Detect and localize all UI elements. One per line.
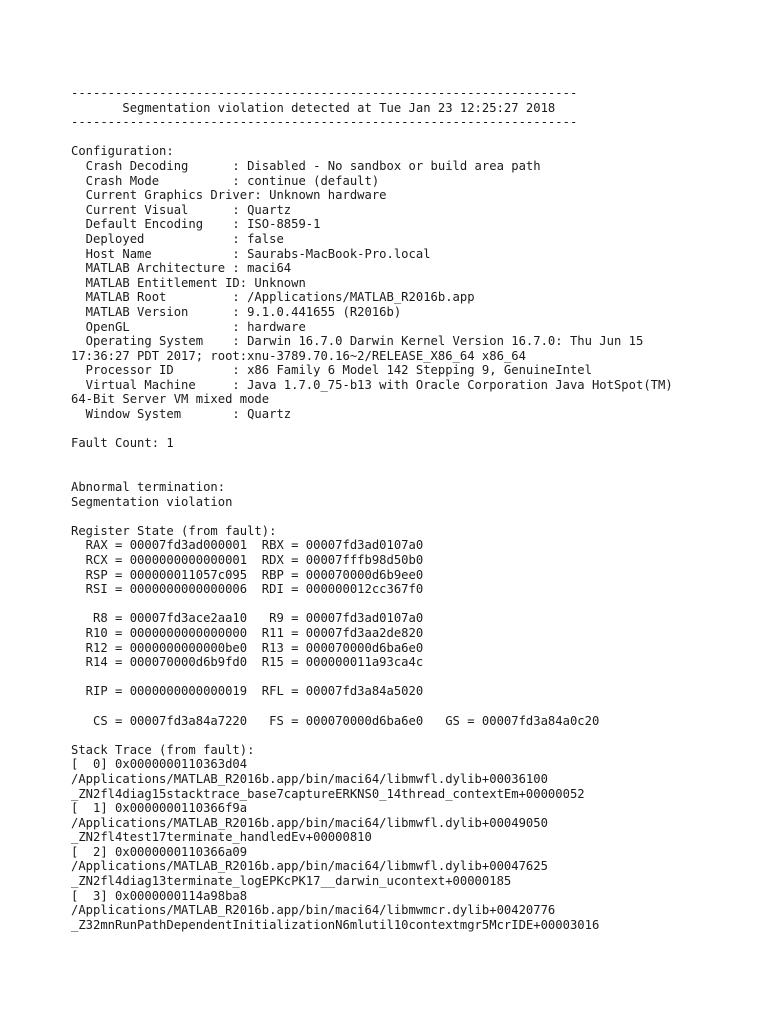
config-deployed: Deployed : false [71,231,284,246]
stack-frame-symbol: _Z32mnRunPathDependentInitializationN6mlutil10contextmgr5McrIDE+00003016 [71,917,600,932]
config-crash-mode: Crash Mode : continue (default) [71,173,380,188]
stack-frame-address: [ 0] 0x0000000110363d04 [71,757,248,772]
stack-trace-heading: Stack Trace (from fault): [71,742,255,757]
config-window-system: Window System : Quartz [71,407,292,422]
stack-frame-library: /Applications/MATLAB_R2016b.app/bin/maci64/libmwmcr.dylib+00420776 [71,903,556,918]
stack-frame-symbol: _ZN2fl4diag15stacktrace_base7captureERKNS0_14thread_contextEm+00000052 [71,786,585,801]
config-opengl: OpenGL : hardware [71,319,306,334]
separator-line: --------------------------------------------------------------------- [71,115,578,130]
register-row: RAX = 00007fd3ad000001 RBX = 00007fd3ad0107a0 [71,538,424,553]
stack-frame-library: /Applications/MATLAB_R2016b.app/bin/maci64/libmwfl.dylib+00049050 [71,815,548,830]
register-row: R10 = 0000000000000000 R11 = 00007fd3aa2de820 [71,625,424,640]
config-matlab-version: MATLAB Version : 9.1.0.441655 (R2016b) [71,304,402,319]
config-matlab-architecture: MATLAB Architecture : maci64 [71,261,292,276]
config-operating-system-cont: 17:36:27 PDT 2017; root:xnu-3789.70.16~2/RELEASE_X86_64 x86_64 [71,348,526,363]
stack-frame-address: [ 1] 0x0000000110366f9a [71,801,248,816]
register-row: R8 = 00007fd3ace2aa10 R9 = 00007fd3ad0107a0 [71,611,424,626]
stack-frame-symbol: _ZN2fl4test17terminate_handledEv+00000810 [71,830,372,845]
config-matlab-root: MATLAB Root : /Applications/MATLAB_R2016b.app [71,290,475,305]
blank-line [71,597,761,612]
config-virtual-machine-cont: 64-Bit Server VM mixed mode [71,392,270,407]
configuration-heading: Configuration: [71,144,174,159]
config-virtual-machine: Virtual Machine : Java 1.7.0_75-b13 with Oracle Corporation Java HotSpot(TM) [71,377,673,392]
blank-line [71,509,761,524]
blank-line [71,465,761,480]
config-default-encoding: Default Encoding : ISO-8859-1 [71,217,321,232]
blank-line [71,451,761,466]
register-row: RCX = 0000000000000001 RDX = 00007fffb98d50b0 [71,553,424,567]
config-matlab-entitlement: MATLAB Entitlement ID: Unknown [71,275,306,290]
abnormal-termination-heading: Abnormal termination: [71,480,226,495]
register-row: R12 = 0000000000000be0 R13 = 000070000d6ba6e0 [71,640,424,655]
stack-frame-address: [ 2] 0x0000000110366a09 [71,844,248,859]
register-state-heading: Register State (from fault): [71,523,277,538]
config-graphics-driver: Current Graphics Driver: Unknown hardware [71,188,387,203]
config-current-visual: Current Visual : Quartz [71,202,292,217]
separator-line: --------------------------------------------------------------------- [71,86,578,100]
register-row: RSP = 000000011057c095 RBP = 000070000d6b9ee0 [71,567,424,582]
register-row: RIP = 0000000000000019 RFL = 00007fd3a84a5020 [71,684,424,699]
register-row: CS = 00007fd3a84a7220 FS = 000070000d6ba6e0 GS = 00007fd3a84a0c20 [71,713,600,728]
config-operating-system: Operating System : Darwin 16.7.0 Darwin Kernel Version 16.7.0: Thu Jun 15 [71,334,644,349]
blank-line [71,670,761,685]
report-title: Segmentation violation detected at Tue Jan 23 12:25:27 2018 [71,100,556,115]
stack-frame-library: /Applications/MATLAB_R2016b.app/bin/maci64/libmwfl.dylib+00036100 [71,771,548,786]
blank-line [71,728,761,743]
blank-line [71,422,761,437]
config-host-name: Host Name : Saurabs-MacBook-Pro.local [71,246,431,261]
register-row: R14 = 000070000d6b9fd0 R15 = 000000011a93ca4c [71,655,424,670]
blank-line [71,130,761,145]
stack-frame-address: [ 3] 0x0000000114a98ba8 [71,888,248,903]
crash-report [71,86,761,932]
termination-reason: Segmentation violation [71,494,233,509]
config-processor-id: Processor ID : x86 Family 6 Model 142 Stepping 9, GenuineIntel [71,363,592,378]
config-crash-decoding: Crash Decoding : Disabled - No sandbox or build area path [71,158,541,173]
stack-frame-library: /Applications/MATLAB_R2016b.app/bin/maci64/libmwfl.dylib+00047625 [71,859,548,874]
blank-line [71,699,761,714]
fault-count: Fault Count: 1 [71,436,174,451]
register-row: RSI = 0000000000000006 RDI = 000000012cc367f0 [71,582,424,597]
stack-frame-symbol: _ZN2fl4diag13terminate_logEPKcPK17__darwin_ucontext+00000185 [71,874,512,889]
